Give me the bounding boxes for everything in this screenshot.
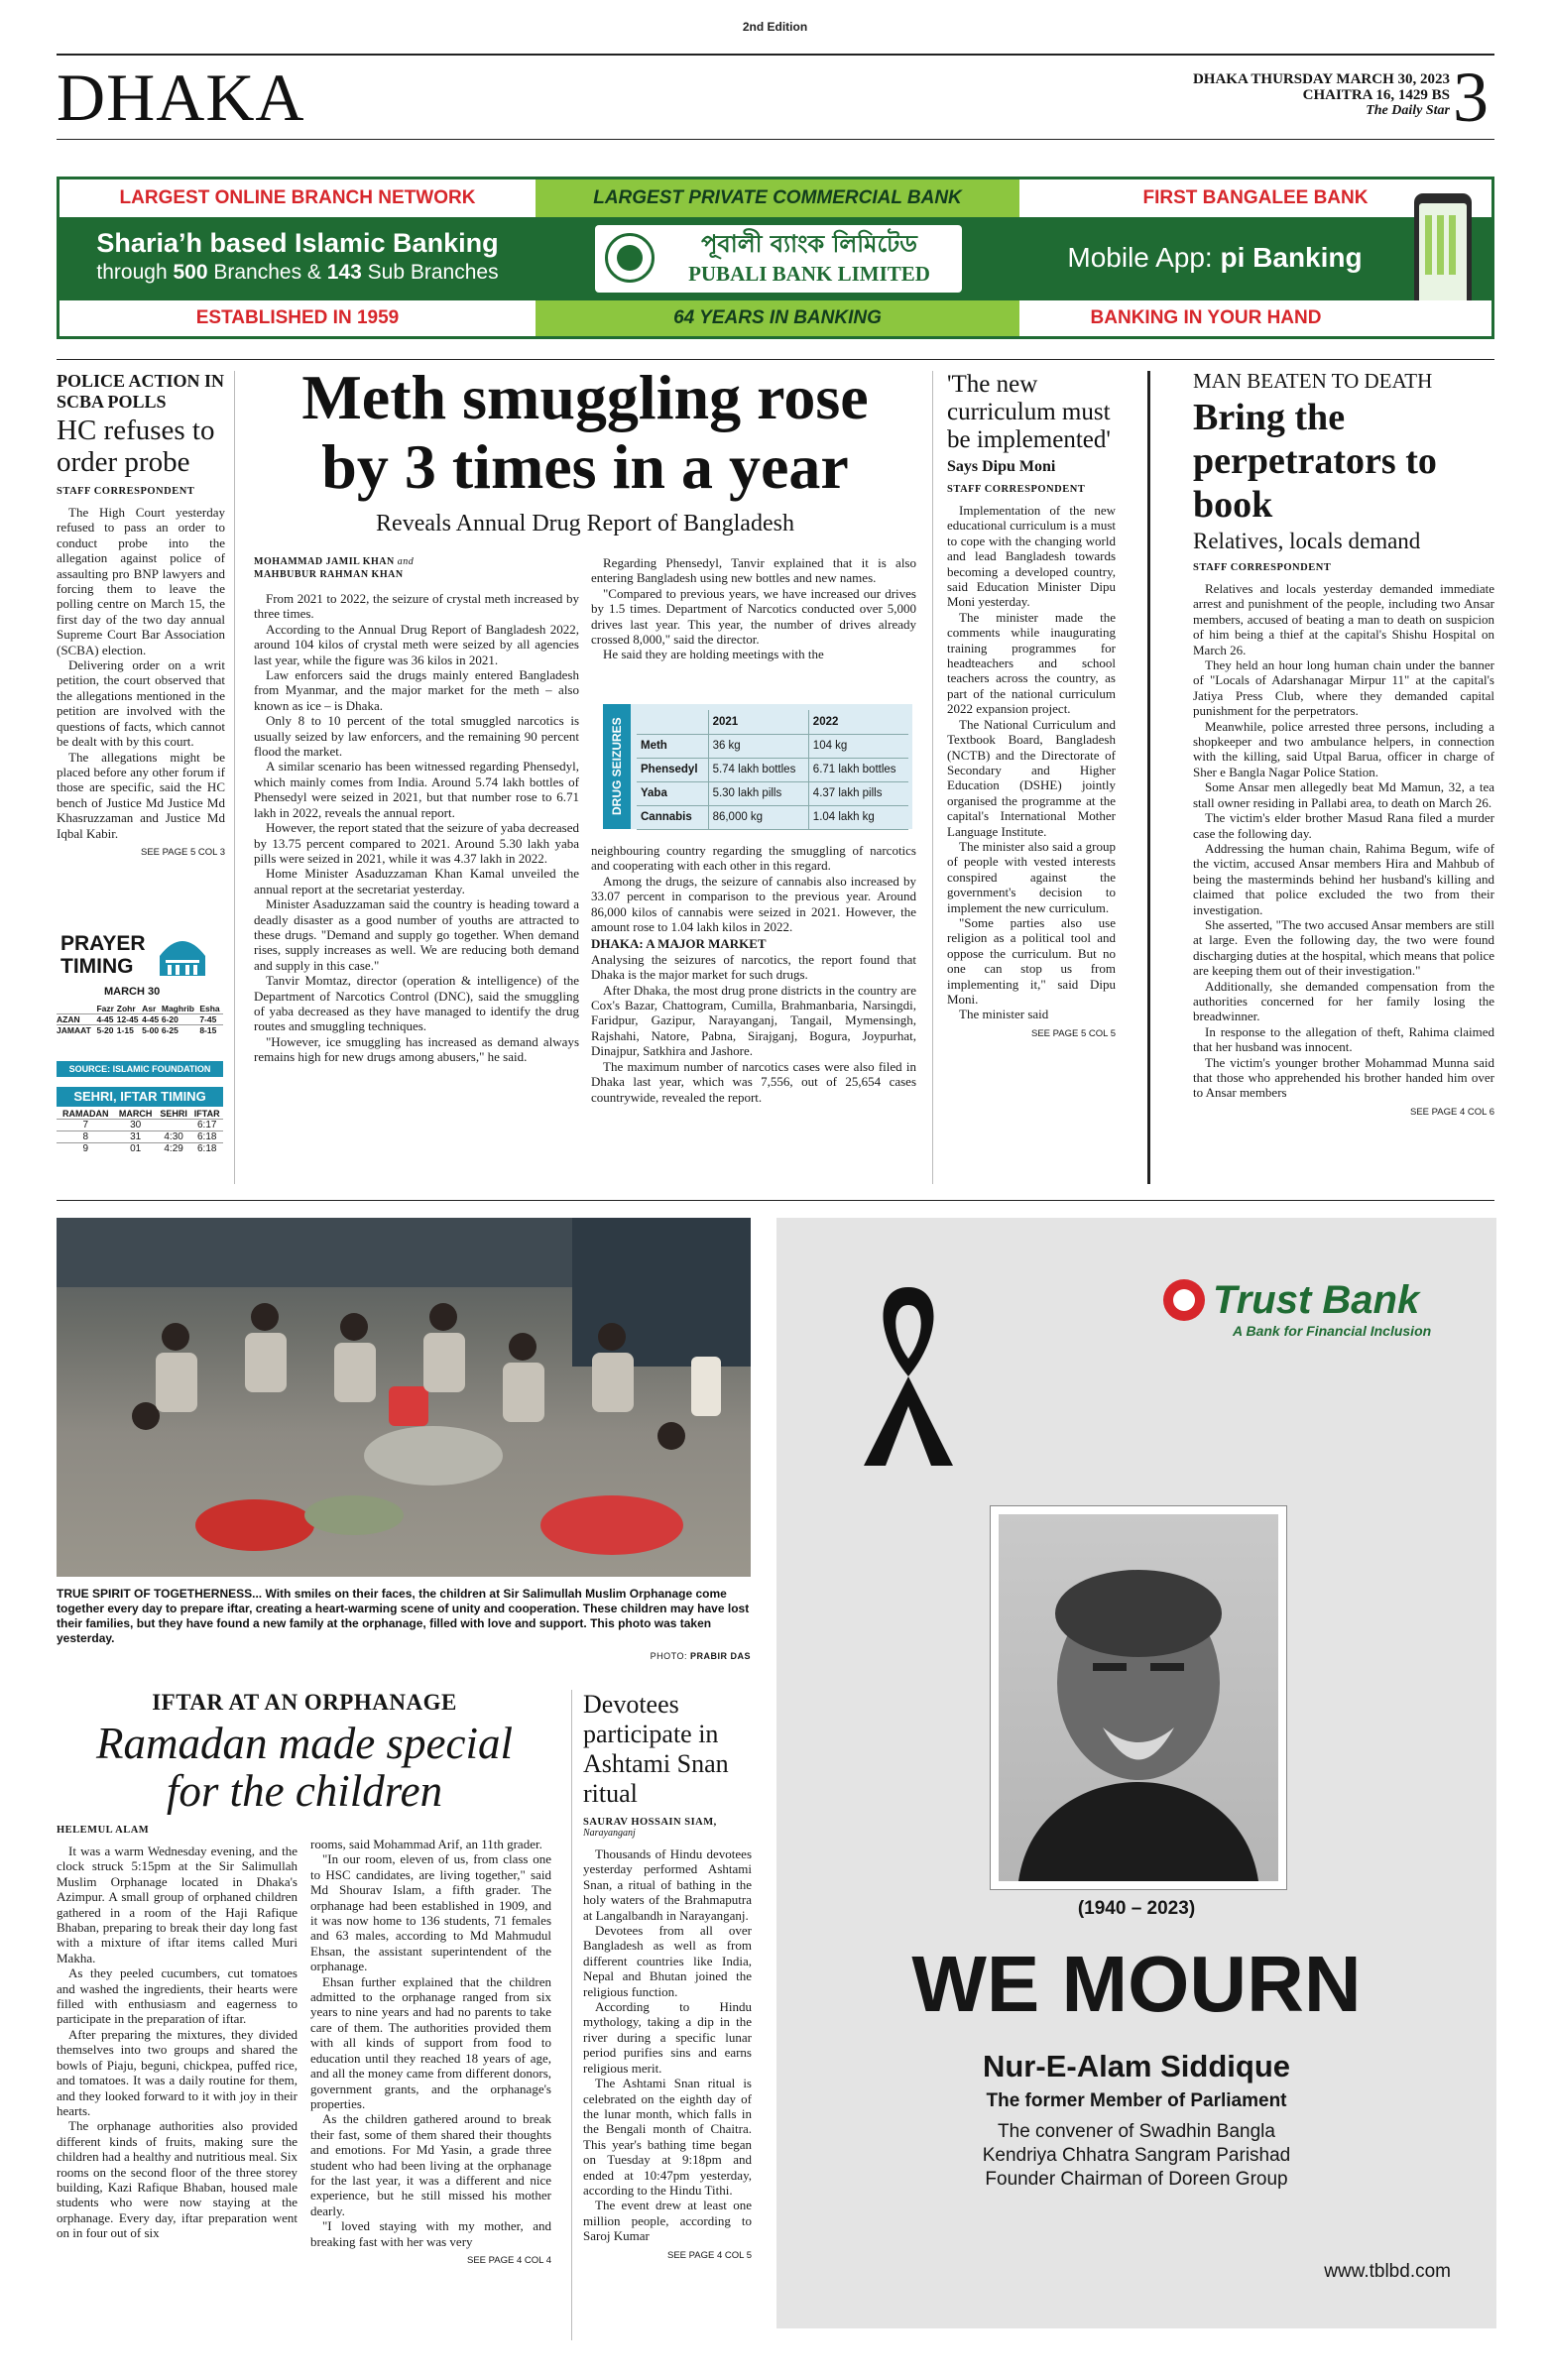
snan-byline: SAURAV HOSSAIN SIAM, — [583, 1817, 717, 1828]
black-ribbon-icon — [854, 1277, 963, 1476]
iftar-headline-line2: for the children — [166, 1766, 443, 1815]
cell — [157, 1120, 191, 1131]
paragraph: After preparing the mixtures, they divided themselves into two groups and shared the bowls of Piaju, beguni, chickpea, puffed rice, and tomatoes. It was a daily routine for them, and they looked forward to it with joy in their hearts. — [57, 2026, 298, 2118]
drug-header-cell: 2022 — [808, 710, 908, 734]
iftar-col-1 — [57, 1825, 298, 2340]
paragraph: "Compared to previous years, we have increased our drives by 1.5 times. Department of Narcotics conducted over 5,000 drives last year. This year, the number of drives already crossed 8,000," said the director. — [591, 585, 916, 648]
prayer-title-2: TIMING — [60, 955, 134, 978]
cell: 6:18 — [196, 1131, 217, 1142]
cell: 01 — [130, 1143, 142, 1154]
mourn-details — [776, 2120, 1496, 2192]
drug-row — [637, 734, 908, 758]
meth-headline-line2: by 3 times in a year — [321, 431, 849, 502]
paragraph: The orphanage authorities also provided different kinds of fruits, making sure the children had a healthy and nutritious meal. Six rooms on the second floor of the three storey building, Kazi Rafique Bhaban, housed male students who were now staying at the orphanage. Every day, iftar preparation went on in four out of six — [57, 2118, 298, 2241]
drug-value-cell: 5.74 lakh bottles — [708, 758, 808, 781]
curriculum-deck: Says Dipu Moni — [947, 458, 1056, 475]
ad-mobile-app — [1051, 241, 1378, 275]
ad-line2-d: 143 — [326, 261, 362, 284]
story-police-kicker: POLICE ACTION IN SCBA POLLS — [57, 371, 225, 412]
prayer-header-row — [57, 1004, 223, 1014]
photo-scene-illustration — [57, 1218, 751, 1577]
drug-value-cell: 36 kg — [708, 734, 808, 758]
paragraph: The High Court yesterday refused to pass an order to conduct probe into the allegation against police of assaulting pro BNP lawyers and forcing them to leave the polling centre on March 15, the first day of the two day annual Supreme Court Bar Association (SCBA) election. — [57, 505, 225, 657]
ad-app-label: Mobile App: — [1067, 242, 1221, 273]
meth-byline-and: and — [397, 556, 415, 567]
paragraph: The victim's younger brother Mohammad Munna said that those who apprehended his brother handed him over to Ansar members — [1193, 1054, 1494, 1101]
cell: AZAN — [57, 1014, 80, 1024]
cell: 12-45 — [116, 1014, 139, 1024]
paragraph: Delivering order on a writ petition, the court observed that the allegations mentioned in the petition are involved with the questions of facts, which cannot be dealt with by this court. — [57, 657, 225, 750]
ad-bottom-center: 64 YEARS IN BANKING — [536, 300, 1019, 336]
masthead-bottom-rule — [57, 139, 1494, 140]
paragraph: As the children gathered around to break their fast, some of them shared their thoughts and emotions. For Md Yasin, a grade three student who had been living at the orphanage for the last year, it was a different and nice experience, but he still missed his mother dearly. — [310, 2111, 551, 2218]
paragraph: From 2021 to 2022, the seizure of crystal meth increased by three times. — [254, 591, 579, 622]
cell: RAMADAN — [62, 1109, 109, 1119]
cell: 4-45 — [142, 1014, 160, 1024]
cell: Maghrib — [161, 1004, 194, 1013]
curriculum-body — [947, 503, 1116, 1022]
paragraph: Only 8 to 10 percent of the total smuggled narcotics is usually seized by law enforcers, and the remaining 90 percent flood the market. — [254, 713, 579, 760]
portrait-frame — [990, 1505, 1287, 1890]
paragraph: The National Curriculum and Textbook Board, Bangladesh (NCTB) and the Directorate of Secondary and Higher Education (DSHE) jointly organised the programme at the capital's International Mother Language Institute. — [947, 716, 1116, 839]
drug-value-cell: 104 kg — [808, 734, 908, 758]
section-title: DHAKA — [57, 61, 305, 133]
column-rule — [234, 371, 235, 1184]
prayer-source: SOURCE: ISLAMIC FOUNDATION — [57, 1061, 223, 1077]
paper-name: The Daily Star — [1366, 103, 1450, 118]
cell: 1-15 — [116, 1025, 134, 1035]
cell: Asr — [142, 1004, 157, 1013]
paragraph: neighbouring country regarding the smuggling of narcotics and cooperating with each other in this regard. — [591, 843, 916, 874]
mourn-line: Kendriya Chhatra Sangram Parishad — [982, 2145, 1291, 2166]
sehri-row — [57, 1120, 223, 1131]
paragraph: "Some parties also use religion as a political tool and oppose the curriculum. But no one can stop us from implementing it," said Dipu Moni. — [947, 914, 1116, 1007]
beaten-jump: SEE PAGE 4 COL 6 — [1409, 1106, 1494, 1118]
caption-lead: TRUE SPIRIT OF TOGETHERNESS... — [57, 1587, 263, 1601]
photo-credit — [552, 1651, 751, 1661]
beaten-headline: Bring the perpetrators to book — [1193, 397, 1437, 526]
credit-name: PRABIR DAS — [689, 1651, 751, 1661]
meth-subhead: Reveals Annual Drug Report of Bangladesh — [376, 511, 794, 536]
paragraph: In response to the allegation of theft, Rahima claimed that her husband was innocent. — [1193, 1023, 1494, 1055]
masthead-top-rule — [57, 54, 1494, 56]
paragraph: "However, ice smuggling has increased as demand always remains high for new drugs among abusers," he said. — [254, 1033, 579, 1065]
cell: 5-20 — [96, 1025, 114, 1035]
cell: 31 — [130, 1131, 142, 1142]
portrait-photo — [999, 1514, 1278, 1881]
paragraph: Law enforcers said the drugs mainly entered Bangladesh from Myanmar, and the major market for the meth – also known as ice – is Dhaka. — [254, 667, 579, 713]
paragraph: Relatives and locals yesterday demanded immediate arrest and punishment of the people, including two Ansar members, accused of beating a man to death on suspicion of him being a thief at the capital's Shishu Hospital on March 26. — [1193, 581, 1494, 657]
prayer-title-1: PRAYER — [60, 932, 146, 955]
cell: 9 — [82, 1143, 89, 1154]
ad-islamic-banking — [60, 227, 536, 287]
section-rule — [57, 1200, 1494, 1201]
story-police-byline: STAFF CORRESPONDENT — [57, 486, 195, 497]
paragraph: Meanwhile, police arrested three persons, including a shopkeeper and two ambulance helpers, in connection with the killing, said Utpal Barua, officer in charge of Sher e Bangla Nagar Police Station. — [1193, 718, 1494, 779]
story-police-action — [57, 371, 225, 926]
paragraph: Home Minister Asaduzzaman Khan Kamal unveiled the annual report at the secretariat yesterday. — [254, 866, 579, 896]
date-line: DHAKA THURSDAY MARCH 30, 2023 — [1192, 71, 1450, 87]
ad-islamic-line2 — [60, 259, 536, 287]
paragraph: It was a warm Wednesday evening, and the clock struck 5:15pm at the Sir Salimullah Muslim Orphanage located in Dhaka's Azimpur. A small group of orphaned children gathered in a room of the Haji Rafique Bhaban, preparing to break their day long fast with a mixture of iftar items called Muri Makha. — [57, 1844, 298, 1965]
sehri-title: SEHRI, IFTAR TIMING — [57, 1087, 223, 1107]
dateline — [1081, 71, 1450, 119]
cell: 8 — [82, 1131, 89, 1142]
ad-bottom-left: ESTABLISHED IN 1959 — [195, 307, 400, 328]
cell: 4:30 — [164, 1131, 183, 1142]
meth-subhead-2: DHAKA: A MAJOR MARKET — [591, 936, 767, 952]
mourn-role: The former Member of Parliament — [986, 2090, 1287, 2111]
cell: 4:29 — [164, 1143, 183, 1154]
orphanage-photo — [57, 1218, 751, 1577]
mourn-line: The convener of Swadhin Bangla — [998, 2121, 1275, 2142]
ad-phone-screen — [1419, 203, 1467, 308]
paragraph: Regarding Phensedyl, Tanvir explained that it is also entering Bangladesh using new bottles and new names. — [591, 555, 916, 586]
meth-byline-b: MAHBUBUR RAHMAN KHAN — [254, 569, 404, 580]
caption-text: With smiles on their faces, the children at Sir Salimullah Muslim Orphanage come together every day to prepare iftar, creating a heart-warming scene of unity and cooperation. These children may have lost their families, but they have found a new family at the orphanage, filled with love and support. This photo was taken yesterday. — [57, 1587, 750, 1645]
ad-top-center: LARGEST PRIVATE COMMERCIAL BANK — [536, 179, 1019, 217]
bank-bangla-name: পূবালী ব্যাংক লিমিটেড — [701, 230, 917, 258]
credit-label: PHOTO: — [650, 1651, 690, 1661]
iftar-kicker: IFTAR AT AN ORPHANAGE — [152, 1690, 457, 1715]
meth-byline-a: MOHAMMAD JAMIL KHAN — [254, 556, 395, 567]
drug-header-row — [637, 710, 908, 734]
mourn-title: WE MOURN — [911, 1940, 1362, 2028]
cell: 6:17 — [196, 1120, 217, 1130]
drug-table-grid — [637, 710, 908, 830]
drug-seizures-table — [603, 704, 912, 831]
cell: 8-15 — [199, 1025, 217, 1035]
paragraph: "I loved staying with my mother, and breaking fast with her was very — [310, 2218, 551, 2249]
cell — [57, 1004, 96, 1014]
drug-name-cell: Meth — [637, 734, 708, 758]
paragraph: After Dhaka, the most drug prone districts in the country are Cox's Bazar, Chattogram, Cumilla, Brahmanbaria, Narsingdi, Faridpur, Gazipur, Narayanganj, Tangail, Mymensingh, Rajshahi, Natore, Pabna, Sirajganj, Bogura, Joypurhat, Dinajpur, Satkhira and Jashore. — [591, 982, 916, 1059]
cell: 6:18 — [196, 1143, 217, 1154]
story-man-beaten — [1193, 371, 1494, 1194]
paragraph: Implementation of the new educational curriculum is a must to cope with the changing world and lead Bangladesh towards becoming a developed country, said Education Minister Dipu Moni yesterday. — [947, 503, 1116, 610]
story-curriculum — [947, 371, 1116, 1194]
paragraph: The victim's elder brother Masud Rana filed a murder case the following day. — [1193, 810, 1494, 841]
mosque-icon — [154, 932, 211, 978]
cell: IFTAR — [193, 1109, 220, 1119]
photo-caption — [57, 1587, 751, 1646]
ad-top-left: LARGEST ONLINE BRANCH NETWORK — [119, 187, 476, 208]
paragraph: rooms, said Mohammad Arif, an 11th grader. — [310, 1837, 542, 1851]
trust-bank-mourning-ad — [776, 1218, 1496, 2328]
paragraph: However, the report stated that the seizure of yaba decreased by 13.75 percent compared to 2021. Around 5.30 lakh yaba pills were seized in 2021, while it was 4.37 lakh in 2022. — [254, 820, 579, 866]
curriculum-jump: SEE PAGE 5 COL 5 — [1030, 1027, 1116, 1039]
drug-value-cell: 1.04 lakh kg — [808, 805, 908, 829]
mourn-url: www.tblbd.com — [1324, 2261, 1451, 2282]
paragraph: Tanvir Momtaz, director (operation & intelligence) of the Department of Narcotics Control (DNC), said the smuggling of yaba decreased as they have managed to identify the drug routes and smuggling techniques. — [254, 973, 579, 1034]
bank-english-name: PUBALI BANK LIMITED — [688, 262, 930, 286]
sehri-header-row — [57, 1109, 223, 1120]
edition-label: 2nd Edition — [742, 20, 808, 34]
paragraph: The minister made the comments while inaugurating training programmes for headteachers and school teachers across the country, as part of the national curriculum 2022 expansion project. — [947, 609, 1116, 717]
drug-name-cell: Cannabis — [637, 805, 708, 829]
pubali-emblem-icon — [605, 233, 655, 283]
ad-bottom-right: BANKING IN YOUR HAND — [1090, 307, 1322, 328]
trust-bank-name: Trust Bank — [1213, 1278, 1420, 1322]
paragraph: They held an hour long human chain under the banner of "Locals of Adarshanagar Mirpur 11" at the capital's Jatiya Press Club, where they demanded capital punishment for the perpetrators. — [1193, 657, 1494, 719]
meth-byline — [254, 555, 579, 581]
paragraph: She asserted, "The two accused Ansar members are still at large. Even the following day, the two were found discharging duties at the hospital, which means that police are keeping them out of their investigation." — [1193, 916, 1494, 979]
cell: JAMAAT — [57, 1025, 91, 1035]
cell: 6-25 — [161, 1025, 179, 1035]
paragraph: The maximum number of narcotics cases were also filed in Dhaka last year, which was 7,556, out of 25,654 cases countrywide, revealed the report. — [591, 1058, 916, 1105]
drug-header-cell — [637, 710, 708, 734]
curriculum-byline: STAFF CORRESPONDENT — [947, 484, 1086, 495]
bangla-date-line: CHAITRA 16, 1429 BS — [1302, 87, 1450, 103]
cell: 4-45 — [96, 1014, 114, 1024]
sehri-row — [57, 1143, 223, 1155]
paragraph: The allegations might be placed before any other forum if those are specific, said the HC bench of Justice Md Justice Md Khasruzzaman and Justice Md Iqbal Kabir. — [57, 749, 225, 841]
drug-row — [637, 758, 908, 781]
ad-line2-c: Branches & — [207, 261, 327, 284]
meth-col-2 — [591, 555, 916, 1190]
iftar-jump: SEE PAGE 4 COL 4 — [466, 2254, 551, 2266]
prayer-timing-box — [57, 932, 225, 1192]
curriculum-headline: 'The new curriculum must be implemented' — [947, 371, 1111, 453]
paragraph: He said they are holding meetings with the — [603, 647, 824, 662]
ad-bottom-rule — [57, 359, 1494, 360]
drug-name-cell: Phensedyl — [637, 758, 708, 781]
cell: Esha — [199, 1004, 220, 1013]
drug-seizures-title: DRUG SEIZURES — [603, 704, 631, 829]
story-ashtami-snan — [583, 1690, 752, 2340]
story-police-jump: SEE PAGE 5 COL 3 — [140, 846, 225, 858]
ad-line2-b: 500 — [173, 261, 208, 284]
cell: 5-00 — [142, 1025, 160, 1035]
prayer-title — [60, 932, 146, 978]
ad-bank-logo-box — [595, 225, 962, 293]
paragraph: Thousands of Hindu devotees yesterday performed Ashtami Snan, a ritual of bathing in the holy waters of the Brahmaputra at Langalbandh in Narayanganj. — [583, 1846, 752, 1923]
paragraph: The event drew at least one million people, according to Saroj Kumar — [583, 2198, 752, 2244]
drug-seizures-grid — [637, 710, 908, 830]
page-number: 3 — [1453, 60, 1489, 135]
prayer-row — [57, 1014, 223, 1025]
pubali-bank-ad — [57, 177, 1494, 339]
story-police-body — [57, 505, 225, 841]
paragraph: The minister also said a group of people with vested interests conspired against the government's decision to implement the new curriculum. — [947, 838, 1116, 915]
cell: 30 — [130, 1120, 142, 1130]
iftar-body-1 — [57, 1844, 298, 2241]
iftar-byline: HELEMUL ALAM — [57, 1825, 150, 1836]
snan-dateline: Narayanganj — [583, 1828, 636, 1839]
paragraph: Minister Asaduzzaman said the country is heading toward a deadly disaster as a good number of youths are attracted to these drugs. "Demand and supply go together. When demand rises, supply increases as well. We are reducing both demand and supply in this case." — [254, 896, 579, 973]
trust-bank-logo — [1163, 1277, 1461, 1347]
meth-body-2b — [591, 843, 916, 1105]
prayer-table — [57, 1004, 223, 1035]
meth-col-1 — [254, 555, 579, 1190]
cell: Fazr — [96, 1004, 114, 1013]
meth-body-1 — [254, 591, 579, 1065]
column-rule — [932, 371, 933, 1184]
paragraph: Additionally, she demanded compensation from the authorities concerned for her family losing the breadwinner. — [1193, 978, 1494, 1024]
cell: 6-20 — [161, 1014, 179, 1024]
paragraph: Devotees from all over Bangladesh as well as from different countries like India, Nepal and Bhutan joined the religious function. — [583, 1923, 752, 1999]
paragraph: Ehsan further explained that the children admitted to the orphanage ranged from six years to nine years and had no parents to take care of them. The authorities provided them with all kinds of support from food to education until they reached 18 years of age, and all the money came from different donors, government grants, and the orphanage's properties. — [310, 1973, 551, 2111]
prayer-row — [57, 1025, 223, 1036]
iftar-headline-line1: Ramadan made special — [96, 1720, 513, 1768]
mourn-name: Nur-E-Alam Siddique — [982, 2049, 1290, 2083]
sehri-table — [57, 1109, 223, 1154]
cell: MARCH — [118, 1109, 153, 1119]
drug-value-cell: 5.30 lakh pills — [708, 781, 808, 805]
drug-value-cell: 6.71 lakh bottles — [808, 758, 908, 781]
beaten-deck: Relatives, locals demand — [1193, 529, 1421, 553]
paragraph: The minister said — [959, 1007, 1049, 1022]
ad-phone-app-grid — [1425, 215, 1461, 275]
ad-line2-a: through — [96, 261, 174, 284]
drug-row — [637, 805, 908, 829]
column-rule — [571, 1690, 572, 2340]
beaten-kicker: MAN BEATEN TO DEATH — [1193, 371, 1433, 393]
beaten-body — [1193, 581, 1494, 1101]
iftar-body-2 — [310, 1837, 551, 2249]
portrait-illustration — [999, 1514, 1278, 1881]
paragraph: The Ashtami Snan ritual is celebrated on the eighth day of the lunar month, which falls in the Bengali month of Chaitra. This year's bathing time began on Tuesday at 9:18pm and ended at 10:47pm yesterday, according to the Hindu Tithi. — [583, 2076, 752, 2198]
paragraph: Among the drugs, the seizure of cannabis also increased by 33.07 percent in comparison to the previous year. Around 86,000 kilos of cannabis were seized in 2021. However, the amount rose to 1.04 lakh kilos in 2022. — [591, 873, 916, 935]
paragraph: According to Hindu mythology, taking a dip in the river during a specific lunar period purifies sins and earns religious merit. — [583, 1999, 752, 2076]
ad-islamic-line1: Sharia’h based Islamic Banking — [96, 228, 499, 258]
sehri-row — [57, 1131, 223, 1143]
paragraph: As they peeled cucumbers, cut tomatoes and washed the ingredients, their hearts were filled with enthusiasm and eagerness to participate in the preparation of iftar. — [57, 1965, 298, 2027]
prayer-date: MARCH 30 — [104, 986, 161, 998]
drug-name-cell: Yaba — [637, 781, 708, 805]
paragraph: Analysing the seizures of narcotics, the report found that Dhaka is the major market for such drugs. — [591, 951, 916, 983]
trust-bank-tagline: A Bank for Financial Inclusion — [1233, 1323, 1432, 1339]
meth-body-2a — [591, 555, 916, 694]
cell: SEHRI — [160, 1109, 187, 1119]
mourn-years: (1940 – 2023) — [1077, 1898, 1196, 1919]
snan-headline: Devotees participate in Ashtami Snan ritual — [583, 1690, 729, 1808]
meth-headline — [238, 363, 932, 502]
snan-body — [583, 1846, 752, 2244]
mourn-line: Founder Chairman of Doreen Group — [985, 2169, 1288, 2190]
cell: 7-45 — [199, 1014, 217, 1024]
drug-value-cell: 86,000 kg — [708, 805, 808, 829]
ad-app-name: pi Banking — [1220, 242, 1363, 273]
cell: 7 — [82, 1120, 89, 1130]
ad-line2-e: Sub Branches — [361, 261, 499, 284]
paragraph: A similar scenario has been witnessed regarding Phensedyl, which mainly comes from India. Around 5.74 lakh bottles of Phensedyl were seized in 2021, but that number rose to 6.71 lakh in 2022, reveals the annual report. — [254, 759, 579, 820]
iftar-headline — [57, 1720, 552, 1815]
trust-bank-logo-icon-inner — [1173, 1289, 1195, 1311]
meth-headline-line1: Meth smuggling rose — [301, 363, 869, 432]
column-rule — [1147, 371, 1150, 1184]
paragraph: Some Ansar men allegedly beat Md Mamun, 32, a tea stall owner residing in Pallabi area, to death on March 26. — [1193, 779, 1494, 810]
beaten-byline: STAFF CORRESPONDENT — [1193, 562, 1332, 573]
paragraph: "In our room, eleven of us, from class one to HSC candidates, are living together," said Md Shourav Islam, a fifth grader. The orphanage had been established in 1909, and it was now home to 136 students, 71 females and 63 males, according to Md Mahmudul Ehsan, the assistant superintendent of the orphanage. — [310, 1851, 551, 1974]
drug-row — [637, 781, 908, 805]
pubali-emblem-inner — [617, 245, 643, 271]
cell: Zohr — [116, 1004, 136, 1013]
paragraph: Addressing the human chain, Rahima Begum, wife of the victim, accused Ansar members Hira and Mahbub of being the masterminds behind her husband's killing and claimed that police excluded the two from their investigation. — [1193, 840, 1494, 917]
drug-header-cell: 2021 — [708, 710, 808, 734]
story-police-headline: HC refuses to order probe — [57, 415, 215, 478]
paragraph: According to the Annual Drug Report of Bangladesh 2022, around 104 kilos of crystal meth were seized by all agencies last year, while the figure was 36 kilos in 2021. — [254, 621, 579, 667]
ad-top-right: FIRST BANGALEE BANK — [1142, 187, 1369, 208]
drug-value-cell: 4.37 lakh pills — [808, 781, 908, 805]
snan-jump: SEE PAGE 4 COL 5 — [666, 2249, 752, 2261]
iftar-col-2 — [310, 1837, 551, 2342]
